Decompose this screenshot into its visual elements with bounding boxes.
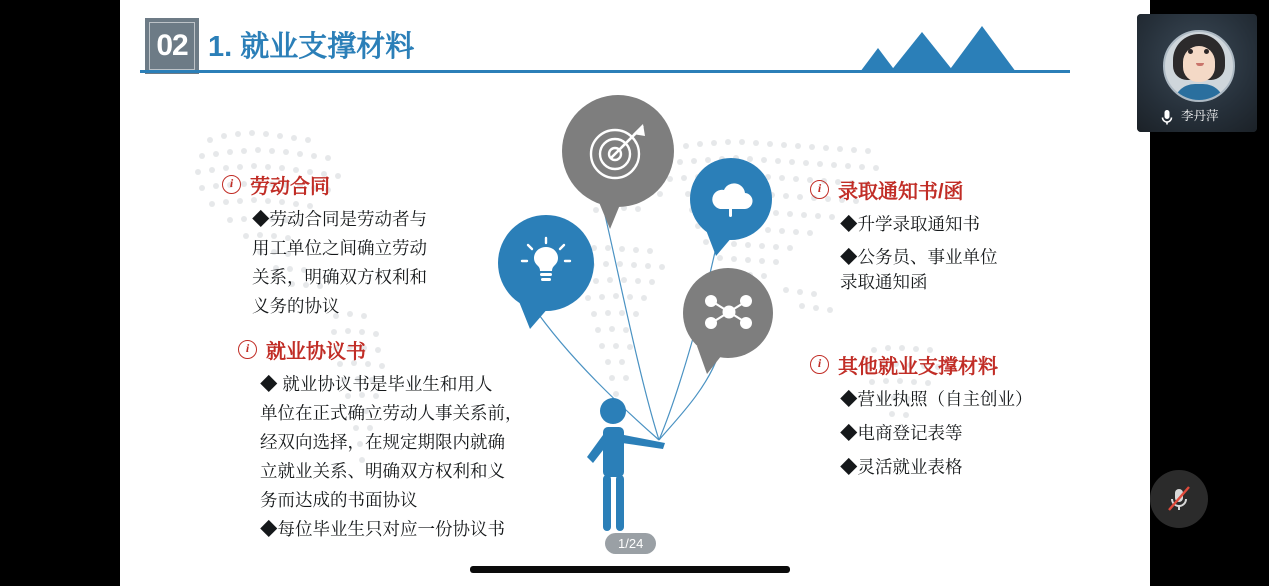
block-heading-agreement (238, 335, 558, 364)
avatar-body (1173, 84, 1225, 102)
body-line: 录取通知函 (840, 272, 928, 292)
block-heading-text: 就业协议书 (266, 341, 366, 363)
avatar (1163, 30, 1235, 102)
block-heading-text: 其他就业支撑材料 (838, 356, 998, 378)
block-body-other (810, 387, 1120, 480)
cloud-icon (706, 177, 756, 221)
text-block-agreement (238, 335, 558, 546)
body-line: ◆每位毕业生只对应一份协议书 (260, 519, 505, 539)
body-line: ◆ 就业协议书是毕业生和用人 (260, 374, 493, 394)
body-line: 义务的协议 (252, 296, 340, 316)
block-body-agreement (238, 372, 558, 542)
info-icon: i (238, 340, 257, 359)
slide-progress-bar[interactable] (470, 566, 790, 573)
bubble-tail (518, 299, 556, 329)
bubble-tail (596, 195, 624, 229)
body-line: 经双向选择，在规定期限内就确 (260, 432, 505, 452)
presentation-slide (120, 0, 1150, 586)
body-line: ◆升学录取通知书 (840, 214, 980, 234)
body-line: ◆劳动合同是劳动者与 (252, 209, 427, 229)
body-line: ◆灵活就业表格 (840, 457, 963, 477)
lightbulb-icon (518, 235, 574, 291)
network-nodes-icon (701, 288, 755, 338)
text-block-offer (810, 175, 1110, 303)
avatar-eye-right (1204, 49, 1209, 54)
body-line: 立就业关系、明确双方权利和义 (260, 461, 505, 481)
body-line: 务而达成的书面协议 (260, 490, 418, 510)
person-illustration (565, 395, 695, 535)
body-line: 单位在正式确立劳动人事关系前， (260, 403, 523, 423)
info-icon: i (222, 175, 241, 194)
bubble-network (683, 268, 773, 358)
body-line: ◆营业执照（自主创业） (840, 389, 1033, 409)
mountain-decoration-icon (860, 26, 1050, 72)
block-heading-contract (222, 170, 462, 199)
body-line: 用工单位之间确立劳动 (252, 238, 427, 258)
block-heading-text: 劳动合同 (250, 176, 330, 198)
bubble-target (562, 95, 674, 207)
avatar-eye-left (1188, 49, 1193, 54)
block-heading-other (810, 350, 1120, 379)
block-heading-offer (810, 175, 1110, 204)
mute-toggle-button[interactable] (1150, 470, 1208, 528)
block-heading-text: 录取通知书/函 (838, 181, 964, 203)
text-block-other-materials (810, 350, 1120, 489)
block-body-offer (810, 212, 1110, 295)
target-arrow-icon (587, 120, 649, 182)
bubble-tail (697, 346, 729, 374)
body-line: ◆电商登记表等 (840, 423, 963, 443)
text-block-contract (222, 170, 462, 323)
info-icon: i (810, 355, 829, 374)
bubble-cloud (690, 158, 772, 240)
microphone-icon (1157, 107, 1177, 127)
section-number-badge (145, 18, 199, 74)
participant-video-tile[interactable] (1137, 14, 1257, 132)
bubble-tail (706, 230, 738, 256)
participant-name: 李丹萍 (1181, 109, 1219, 123)
body-line: ◆公务员、事业单位 (840, 247, 998, 267)
body-line: 关系，明确双方权利和 (252, 267, 427, 287)
block-body-contract (222, 207, 462, 319)
bubble-lightbulb (498, 215, 594, 311)
section-number-label: 02 (156, 29, 188, 62)
slide-page-indicator: 1/24 (605, 533, 656, 554)
slide-title: 1. 就业支撑材料 (208, 31, 415, 63)
info-icon: i (810, 180, 829, 199)
microphone-muted-icon (1164, 484, 1194, 514)
